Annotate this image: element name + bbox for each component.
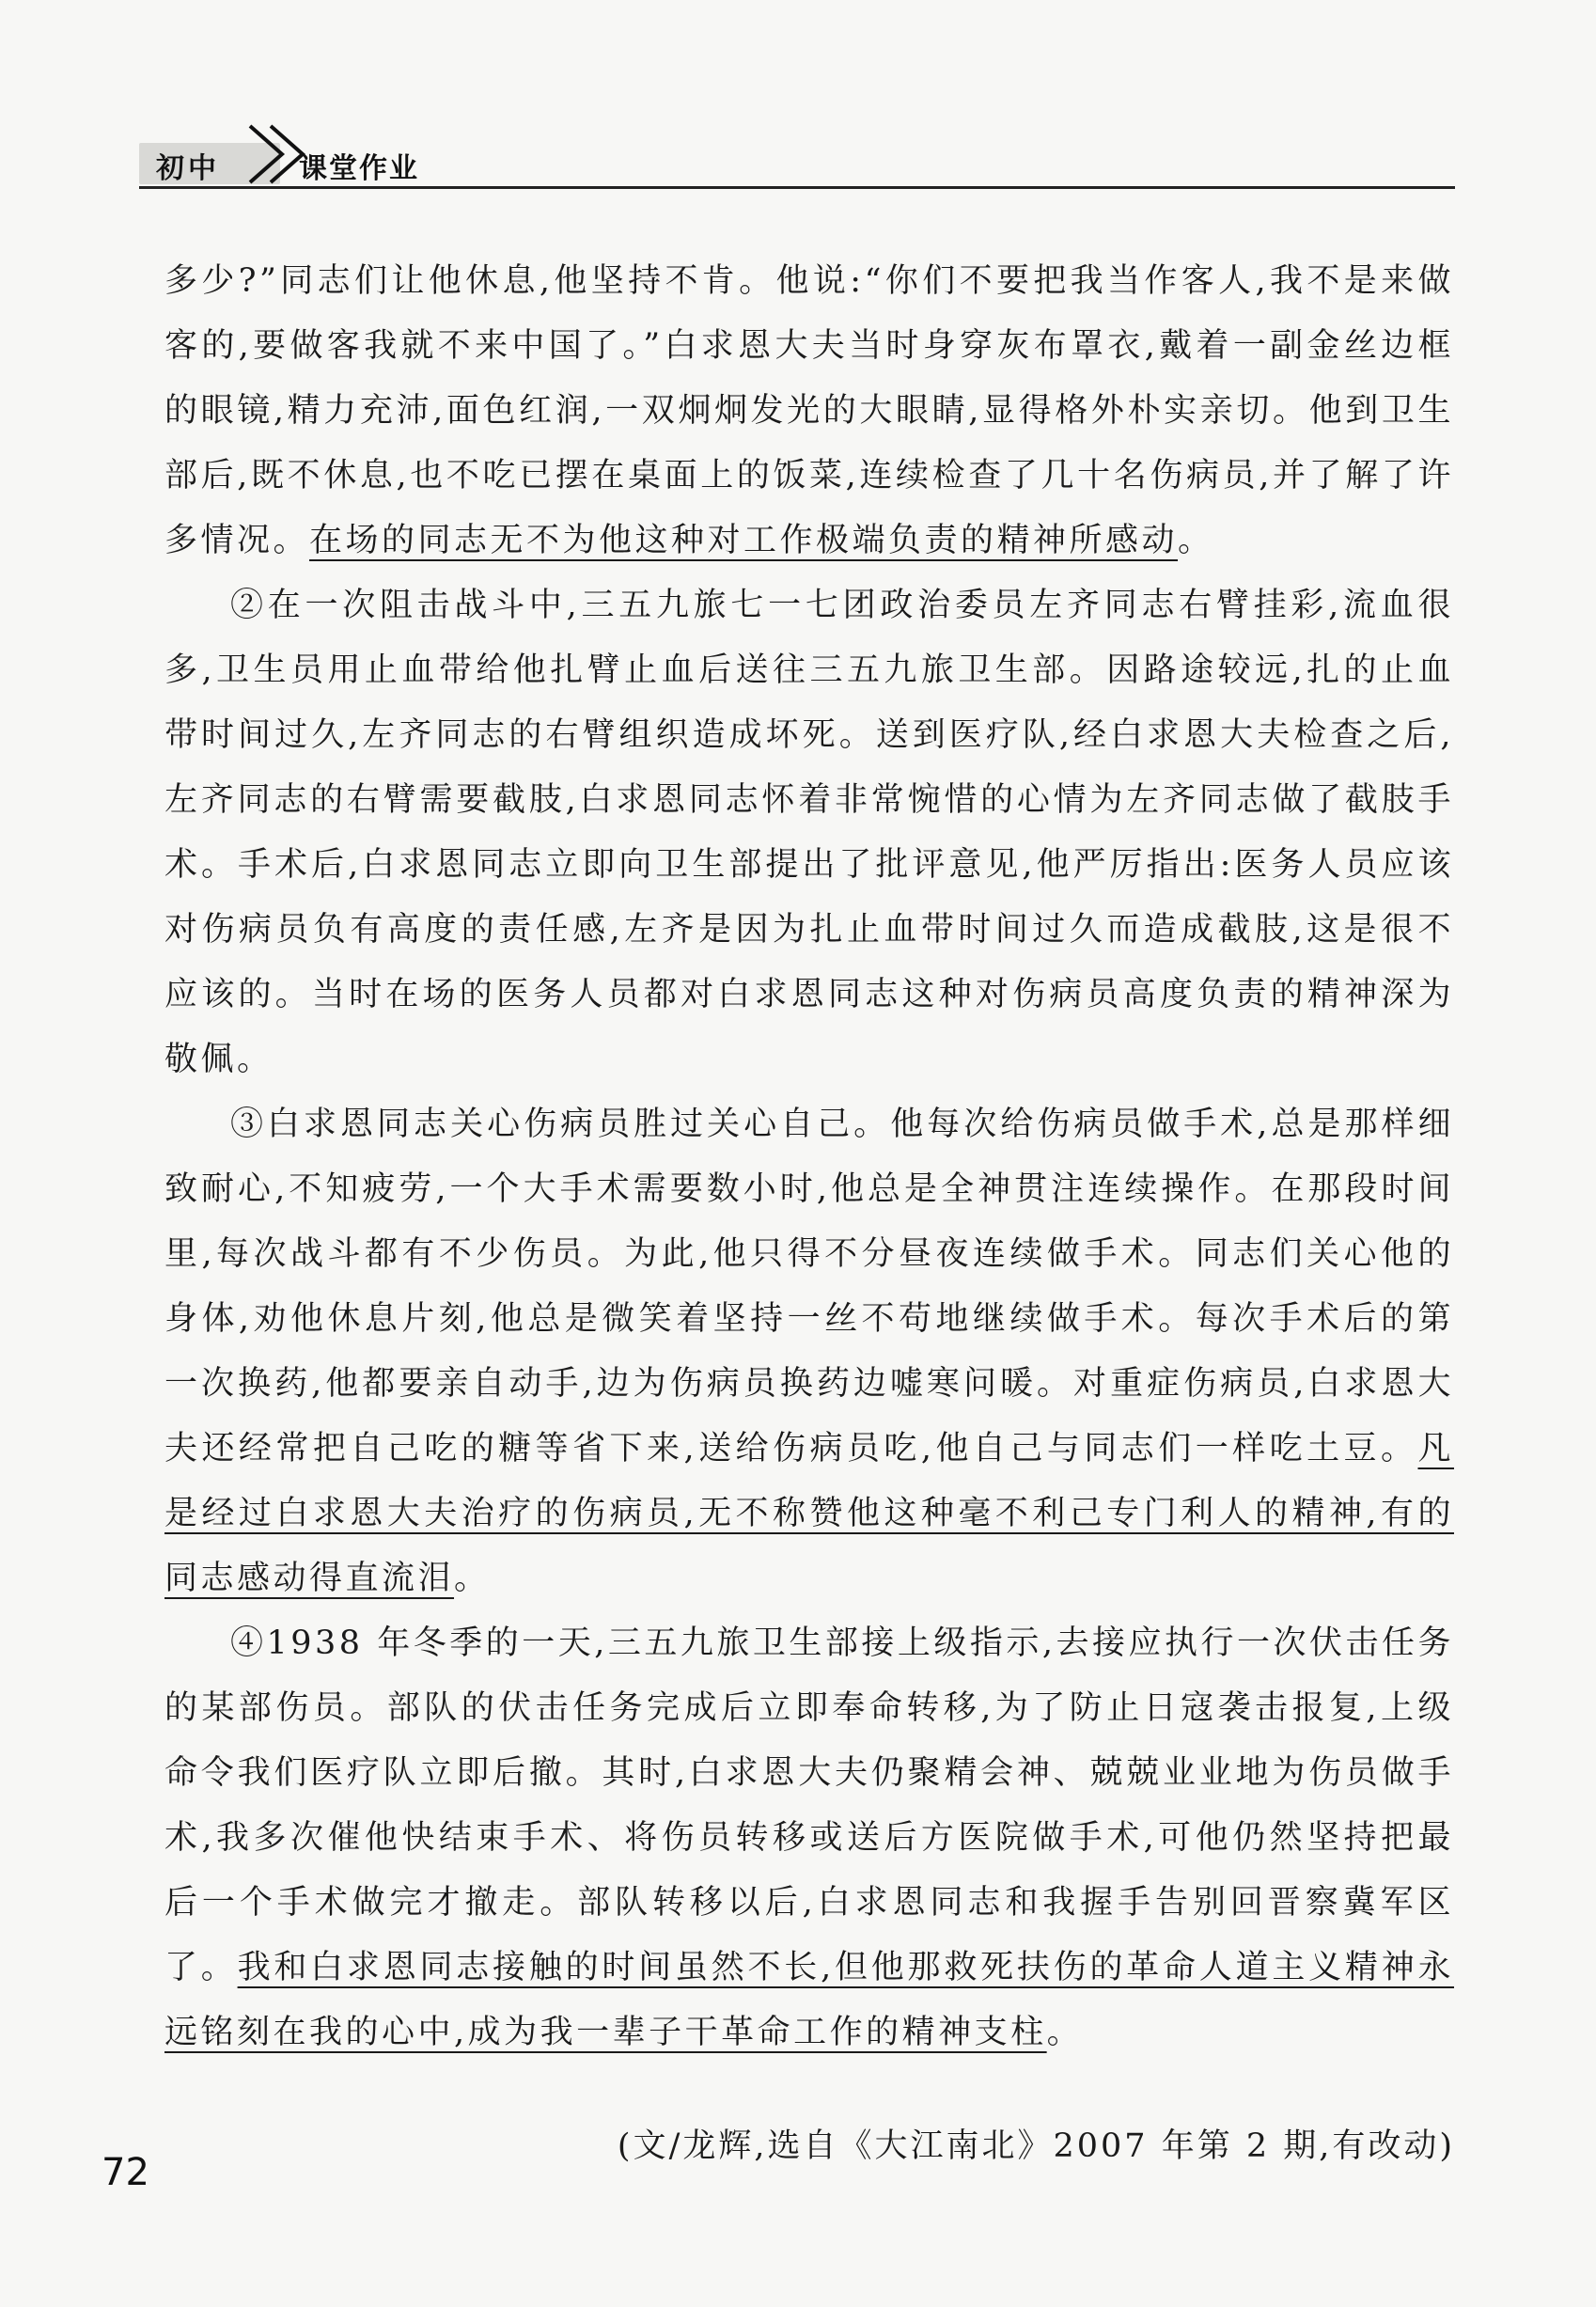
underlined-sentence: 在场的同志无不为他这种对工作极端负责的精神所感动 xyxy=(309,522,1179,559)
paragraph-text: 。 xyxy=(1046,2014,1084,2051)
paragraph-3 xyxy=(164,1092,1454,1611)
paragraph-text: ③白求恩同志关心伤病员胜过关心自己。他每次给伤病员做手术,总是那样细致耐心,不知疲劳,一个大手术需要数小时,他总是全神贯注连续操作。在那段时间里,每次战斗都有不少伤员。为此,他只得不分昼夜连续做手术。同志们关心他的身体,劝他休息片刻,他总是微笑着坚持一丝不苟地继续做手术。每次手术后的第一次换药,他都要亲自动手,边为伤病员换药边嘘寒问暖。对重症伤病员,白求恩大夫还经常把自己吃的糖等省下来,送给伤病员吃,他自己与同志们一样吃土豆。 xyxy=(164,1106,1454,1467)
paragraph-text: ④1938 年冬季的一天,三五九旅卫生部接上级指示,去接应执行一次伏击任务的某部伤员。部队的伏击任务完成后立即奉命转移,为了防止日寇袭击报复,上级命令我们医疗队立即后撤。其时,白求恩大夫仍聚精会神、兢兢业业地为伤员做手术,我多次催他快结束手术、将伤员转移或送后方医院做手术,可他仍然坚持把最后一个手术做完才撤走。部队转移以后,白求恩同志和我握手告别回晋察冀军区了。 xyxy=(164,1624,1454,1986)
paragraph-2 xyxy=(164,573,1454,1092)
source-citation: (文/龙辉,选自《大江南北》2007 年第 2 期,有改动) xyxy=(617,2127,1455,2165)
paragraph-4 xyxy=(164,1611,1454,2065)
paragraph-text: 多少?”同志们让他休息,他坚持不肯。他说:“你们不要把我当作客人,我不是来做客的,要做客我就不来中国了。”白求恩大夫当时身穿灰布罩衣,戴着一副金丝边框的眼镜,精力充沛,面色红润,一双炯炯发光的大眼睛,显得格外朴实亲切。他到卫生部后,既不休息,也不吃已摆在桌面上的饭菜,连续检查了几十名伤病员,并了解了许多情况。 xyxy=(164,262,1454,559)
article-body xyxy=(164,249,1454,2065)
page-number: 72 xyxy=(102,2151,149,2194)
header-level-label: 初中 xyxy=(156,152,220,185)
paragraph-text: ②在一次阻击战斗中,三五九旅七一七团政治委员左齐同志右臂挂彩,流血很多,卫生员用止血带给他扎臂止血后送往三五九旅卫生部。因路途较远,扎的止血带时间过久,左齐同志的右臂组织造成坏死。送到医疗队,经白求恩大夫检查之后,左齐同志的右臂需要截肢,白求恩同志怀着非常惋惜的心情为左齐同志做了截肢手术。手术后,白求恩同志立即向卫生部提出了批评意见,他严厉指出:医务人员应该对伤病员负有高度的责任感,左齐是因为扎止血带时间过久而造成截肢,这是很不应该的。当时在场的医务人员都对白求恩同志这种对伤病员高度负责的精神深为敬佩。 xyxy=(164,587,1454,1078)
paragraph-text: 。 xyxy=(454,1560,491,1597)
header-divider xyxy=(139,186,1455,189)
paragraph-1 xyxy=(164,249,1454,573)
underlined-sentence: 我和白求恩同志接触的时间虽然不长,但他那救死扶伤的革命人道主义精神永远铭刻在我的心中,成为我一辈子干革命工作的精神支柱 xyxy=(164,1949,1454,2051)
header-title: 课堂作业 xyxy=(299,152,419,185)
page-header xyxy=(139,120,1455,192)
paragraph-text: 。 xyxy=(1178,522,1214,559)
underlined-sentence: 凡是经过白求恩大夫治疗的伤病员,无不称赞他这种毫不利己专门利人的精神,有的同志感动得直流泪 xyxy=(164,1430,1454,1597)
